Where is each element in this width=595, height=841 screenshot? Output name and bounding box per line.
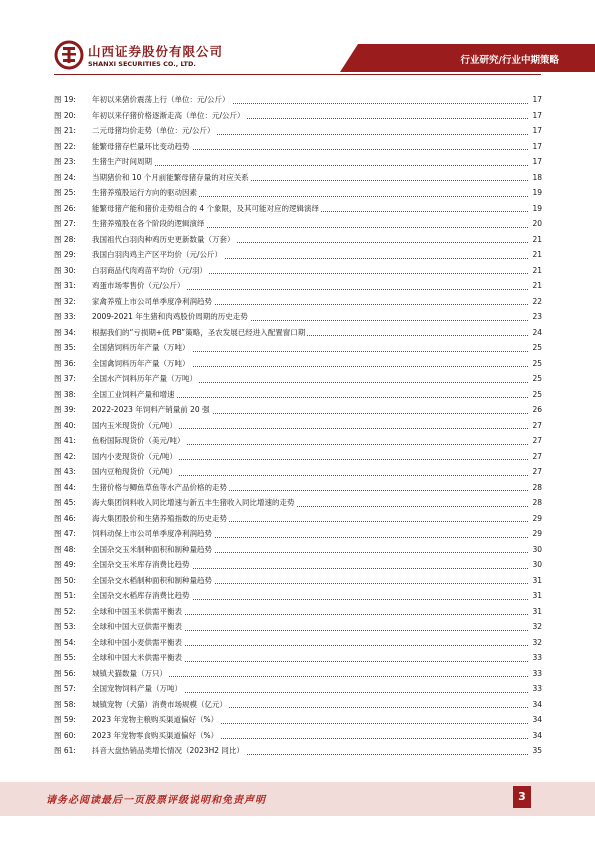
toc-entry[interactable]	[54, 588, 542, 604]
toc-entry[interactable]	[54, 712, 542, 728]
toc-page-number: 28	[530, 495, 542, 511]
shanxi-securities-logo-icon	[54, 40, 84, 70]
toc-figure-label: 图 59:	[54, 715, 76, 724]
toc-figure-label: 图 45:	[54, 498, 76, 507]
toc-entry[interactable]	[54, 263, 542, 279]
toc-page-number: 25	[530, 371, 542, 387]
toc-figure-title: 生猪养殖股在各个阶段的逻辑演绎	[92, 216, 207, 232]
toc-page-number: 33	[530, 681, 542, 697]
toc-figure-title: 国内玉米现货价（元/吨）	[92, 418, 179, 434]
toc-figure-title: 家禽养殖上市公司单季度净利润趋势	[92, 294, 214, 310]
toc-page-number: 35	[530, 743, 542, 759]
toc-figure-title: 城镇宠物（犬猫）消费市场规模（亿元）	[92, 697, 229, 713]
toc-figure-label: 图 25:	[54, 188, 76, 197]
toc-page-number: 27	[530, 449, 542, 465]
toc-figure-label: 图 54:	[54, 637, 76, 647]
toc-figure-label: 图 46:	[54, 513, 76, 523]
toc-page-number: 24	[530, 325, 542, 341]
toc-entry[interactable]	[54, 526, 542, 542]
toc-entry[interactable]	[54, 464, 542, 480]
toc-figure-label: 图 39:	[54, 405, 76, 414]
toc-figure-label: 图 50:	[54, 575, 76, 585]
toc-page-number: 25	[530, 340, 542, 356]
toc-entry[interactable]	[54, 495, 542, 511]
toc-entry[interactable]	[54, 573, 542, 589]
toc-figure-title: 饲料动保上市公司单季度净利润趋势	[92, 526, 214, 542]
toc-figure-title: 二元母猪均价走势（单位：元/公斤）	[92, 123, 217, 139]
toc-page-number: 33	[530, 650, 542, 666]
toc-entry[interactable]	[54, 418, 542, 434]
toc-entry[interactable]	[54, 402, 542, 418]
toc-figure-title: 全国杂交玉米制种面积和制种量趋势	[92, 542, 214, 558]
toc-page-number: 34	[530, 697, 542, 713]
toc-figure-title: 抖音大盘热销品类增长情况（2023H2 同比）	[92, 743, 246, 759]
toc-figure-title: 能繁母猪产能和猪价走势组合的 4 个象限，及其可能对应的逻辑演绎	[92, 201, 321, 217]
toc-figure-label: 图 24:	[54, 172, 76, 182]
toc-figure-title: 年初以来仔猪价格逐渐走高（单位：元/公斤）	[92, 108, 247, 124]
page-number: 3	[513, 786, 531, 808]
toc-figure-label: 图 43:	[54, 467, 76, 476]
toc-figure-title: 海大集团饲料收入同比增速与新五丰生猪收入同比增速的走势	[92, 495, 297, 511]
toc-page-number: 21	[530, 278, 542, 294]
toc-figure-title: 全国禽饲料历年产量（万吨）	[92, 356, 192, 372]
toc-figure-title: 我国祖代白羽肉种鸡历史更新数量（万套）	[92, 232, 237, 248]
toc-figure-label: 图 19:	[54, 95, 76, 104]
toc-figure-label: 图 53:	[54, 622, 76, 631]
toc-page-number: 19	[530, 201, 542, 217]
toc-entry[interactable]	[54, 635, 542, 651]
toc-figure-title: 全球和中国大米供需平衡表	[92, 650, 184, 666]
page-header	[0, 0, 595, 80]
toc-page-number: 23	[530, 309, 542, 325]
toc-figure-title: 白羽商品代肉鸡苗平均价（元/羽）	[92, 263, 209, 279]
toc-figure-label: 图 60:	[54, 730, 76, 740]
toc-figure-label: 图 33:	[54, 312, 76, 321]
toc-entry[interactable]	[54, 154, 542, 170]
toc-figure-label: 图 35:	[54, 343, 76, 352]
toc-figure-label: 图 37:	[54, 374, 76, 383]
toc-figure-title: 全国水产饲料历年产量（万吨）	[92, 371, 199, 387]
toc-figure-title: 城镇犬猫数量（万只）	[92, 666, 169, 682]
toc-figure-label: 图 29:	[54, 250, 76, 259]
toc-entry[interactable]	[54, 371, 542, 387]
toc-page-number: 29	[530, 511, 542, 527]
toc-entry[interactable]	[54, 185, 542, 201]
toc-entry[interactable]	[54, 619, 542, 635]
toc-page-number: 20	[530, 216, 542, 232]
toc-entry[interactable]	[54, 309, 542, 325]
toc-figure-label: 图 44:	[54, 482, 76, 492]
toc-entry[interactable]	[54, 92, 542, 108]
footer-disclaimer: 请务必阅读最后一页股票评级说明和免责声明	[46, 795, 266, 806]
toc-figure-title: 全球和中国大豆供需平衡表	[92, 619, 184, 635]
toc-figure-label: 图 49:	[54, 560, 76, 569]
toc-page-number: 27	[530, 433, 542, 449]
toc-figure-label: 图 40:	[54, 420, 76, 430]
toc-figure-title: 全国杂交水稻库存消费比趋势	[92, 588, 192, 604]
toc-entry[interactable]	[54, 108, 542, 124]
toc-figure-label: 图 26:	[54, 203, 76, 213]
toc-figure-title: 生猪养殖股运行方向的驱动因素	[92, 185, 199, 201]
toc-page-number: 25	[530, 356, 542, 372]
toc-page-number: 32	[530, 619, 542, 635]
toc-figure-title: 海大集团股价和生猪养殖指数的历史走势	[92, 511, 229, 527]
toc-figure-label: 图 36:	[54, 358, 76, 368]
toc-page-number: 17	[530, 92, 542, 108]
toc-page-number: 30	[530, 542, 542, 558]
toc-page-number: 28	[530, 480, 542, 496]
toc-page-number: 29	[530, 526, 542, 542]
toc-page-number: 34	[530, 728, 542, 744]
toc-entry[interactable]	[54, 325, 542, 341]
header-divider	[54, 74, 541, 75]
toc-figure-title: 全球和中国玉米供需平衡表	[92, 604, 184, 620]
toc-page-number: 26	[530, 402, 542, 418]
toc-entry[interactable]	[54, 697, 542, 713]
toc-figure-label: 图 42:	[54, 451, 76, 461]
toc-page-number: 33	[530, 666, 542, 682]
toc-entry[interactable]	[54, 278, 542, 294]
toc-figure-title: 我国白羽肉鸡主产区平均价（元/公斤）	[92, 247, 224, 263]
toc-entry[interactable]	[54, 557, 542, 573]
toc-entry[interactable]	[54, 728, 542, 744]
toc-figure-title: 2023 年宠物零食购买渠道偏好（%）	[92, 728, 220, 744]
toc-entry[interactable]	[54, 247, 542, 263]
toc-page-number: 22	[530, 294, 542, 310]
toc-page-number: 21	[530, 232, 542, 248]
brand-name-en: SHANXI SECURITIES CO., LTD.	[88, 60, 196, 68]
toc-figure-title: 能繁母猪存栏量环比变动趋势	[92, 139, 192, 155]
toc-figure-label: 图 48:	[54, 544, 76, 554]
toc-page-number: 17	[530, 139, 542, 155]
toc-entry[interactable]	[54, 433, 542, 449]
toc-page-number: 17	[530, 108, 542, 124]
toc-entry[interactable]	[54, 511, 542, 527]
toc-figure-label: 图 21:	[54, 126, 76, 135]
toc-page-number: 17	[530, 154, 542, 170]
report-category: 行业研究/行业中期策略	[460, 55, 559, 66]
toc-page-number: 34	[530, 712, 542, 728]
toc-figure-title: 2022-2023 年饲料产销量前 20 强	[92, 402, 212, 418]
toc-figure-label: 图 57:	[54, 684, 76, 693]
toc-figure-label: 图 56:	[54, 668, 76, 678]
toc-page-number: 25	[530, 387, 542, 403]
toc-figure-title: 全球和中国小麦供需平衡表	[92, 635, 184, 651]
toc-entry[interactable]	[54, 666, 542, 682]
toc-page-number: 18	[530, 170, 542, 186]
toc-figure-title: 当期猪价和 10 个月前能繁母猪存量的对应关系	[92, 170, 251, 186]
toc-figure-label: 图 27:	[54, 219, 76, 228]
toc-page-number: 17	[530, 123, 542, 139]
toc-entry[interactable]	[54, 480, 542, 496]
brand-name-cn: 山西证券股份有限公司	[88, 44, 224, 59]
toc-figure-title: 生猪生产时间周期	[92, 154, 154, 170]
toc-figure-title: 全国杂交玉米库存消费比趋势	[92, 557, 192, 573]
toc-page-number: 31	[530, 588, 542, 604]
toc-figure-title: 鱼粉国际现货价（美元/吨）	[92, 433, 187, 449]
figure-list	[54, 92, 542, 759]
toc-figure-label: 图 38:	[54, 389, 76, 399]
toc-figure-label: 图 55:	[54, 653, 76, 662]
toc-page-number: 21	[530, 263, 542, 279]
toc-figure-title: 鸡蛋市场零售价（元/公斤）	[92, 278, 187, 294]
toc-page-number: 21	[530, 247, 542, 263]
toc-figure-title: 生猪价格与鲫鱼草鱼等水产品价格的走势	[92, 480, 229, 496]
toc-figure-label: 图 22:	[54, 141, 76, 151]
toc-figure-title: 2023 年宠物主粮购买渠道偏好（%）	[92, 712, 220, 728]
toc-figure-label: 图 23:	[54, 157, 76, 166]
toc-entry[interactable]	[54, 542, 542, 558]
toc-figure-title: 全国杂交水稻制种面积和制种量趋势	[92, 573, 214, 589]
toc-figure-title: 根据我们的“亏损期+低 PB”策略，圣农发展已经进入配置窗口期	[92, 325, 307, 341]
toc-figure-label: 图 31:	[54, 281, 76, 290]
toc-page-number: 32	[530, 635, 542, 651]
toc-figure-label: 图 52:	[54, 606, 76, 616]
toc-page-number: 30	[530, 557, 542, 573]
toc-figure-label: 图 47:	[54, 529, 76, 538]
toc-figure-label: 图 32:	[54, 296, 76, 306]
toc-entry[interactable]	[54, 123, 542, 139]
toc-entry[interactable]	[54, 604, 542, 620]
toc-leader-dots	[92, 165, 528, 166]
toc-figure-label: 图 30:	[54, 265, 76, 275]
toc-figure-title: 全国猪饲料历年产量（万吨）	[92, 340, 192, 356]
toc-entry[interactable]	[54, 340, 542, 356]
toc-entry[interactable]	[54, 216, 542, 232]
toc-figure-label: 图 34:	[54, 327, 76, 337]
toc-entry[interactable]	[54, 356, 542, 372]
toc-entry[interactable]	[54, 650, 542, 666]
toc-entry[interactable]	[54, 449, 542, 465]
toc-entry[interactable]	[54, 743, 542, 759]
toc-page-number: 19	[530, 185, 542, 201]
toc-entry[interactable]	[54, 170, 542, 186]
toc-figure-title: 全国宠物饲料产量（万吨）	[92, 681, 184, 697]
toc-figure-label: 图 28:	[54, 234, 76, 244]
toc-figure-title: 年初以来猪价震荡上行（单位：元/公斤）	[92, 92, 232, 108]
toc-figure-label: 图 20:	[54, 110, 76, 120]
toc-figure-label: 图 51:	[54, 591, 76, 600]
toc-page-number: 27	[530, 464, 542, 480]
toc-figure-title: 全国工业饲料产量和增速	[92, 387, 177, 403]
toc-figure-title: 2009-2021 年生猪和肉鸡股价周期的历史走势	[92, 309, 250, 325]
toc-entry[interactable]	[54, 387, 542, 403]
toc-entry[interactable]	[54, 232, 542, 248]
toc-page-number: 31	[530, 573, 542, 589]
toc-figure-label: 图 58:	[54, 699, 76, 709]
toc-entry[interactable]	[54, 681, 542, 697]
toc-figure-title: 国内豆粕现货价（元/吨）	[92, 464, 179, 480]
toc-figure-label: 图 41:	[54, 436, 76, 445]
toc-page-number: 31	[530, 604, 542, 620]
toc-page-number: 27	[530, 418, 542, 434]
toc-entry[interactable]	[54, 201, 542, 217]
toc-entry[interactable]	[54, 294, 542, 310]
toc-figure-label: 图 61:	[54, 746, 76, 755]
toc-entry[interactable]	[54, 139, 542, 155]
toc-figure-title: 国内小麦现货价（元/吨）	[92, 449, 179, 465]
